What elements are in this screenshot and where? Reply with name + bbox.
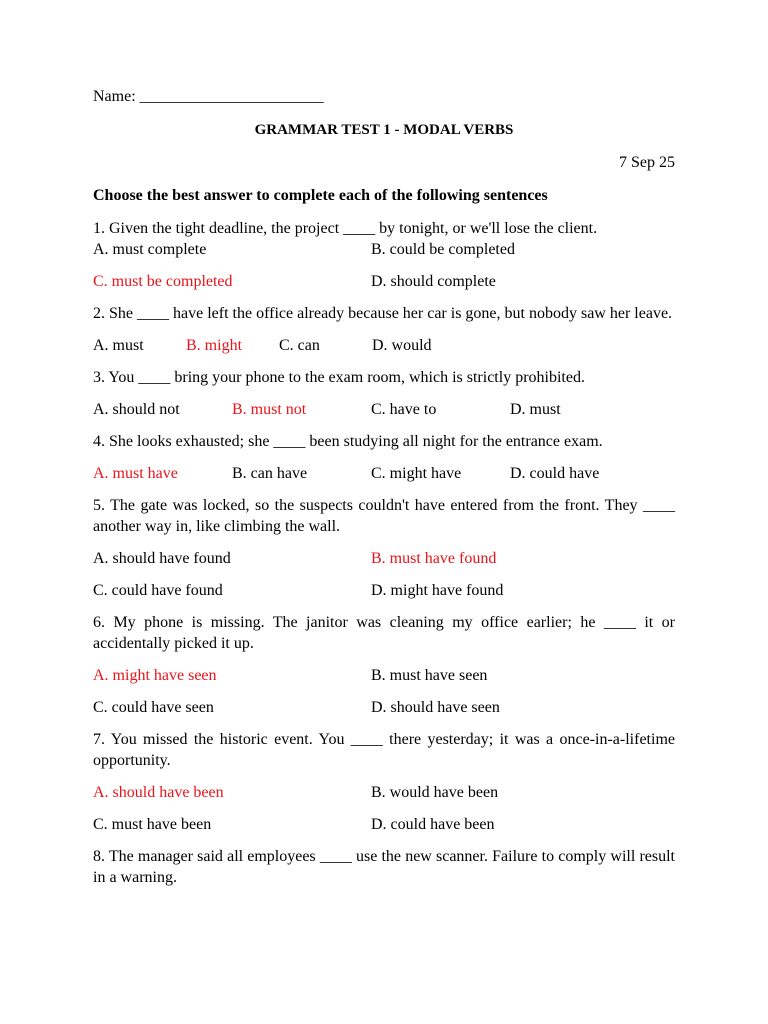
question-5-option-b-correct: B. must have found — [371, 550, 497, 567]
question-5-option-d: D. might have found — [371, 582, 504, 599]
question-3-option-a: A. should not — [93, 401, 180, 418]
question-6-option-a-correct: A. might have seen — [93, 667, 217, 684]
question-2-text: 2. She ____ have left the office already because her car is gone, but nobody saw her leave. — [93, 305, 673, 322]
question-5-option-a: A. should have found — [93, 550, 231, 567]
question-1-option-a: A. must complete — [93, 241, 207, 258]
question-1-options-row-2 — [93, 271, 675, 292]
question-2-option-b-correct: B. might — [186, 337, 243, 354]
question-7-options-row-1 — [93, 782, 675, 803]
question-2-option-c: C. can — [279, 337, 320, 354]
question-5-option-c: C. could have found — [93, 582, 223, 599]
question-5-options-row-1 — [93, 548, 675, 569]
question-7-options-row-2 — [93, 814, 675, 835]
question-7-option-c: C. must have been — [93, 816, 212, 833]
question-6-text: 6. My phone is missing. The janitor was cleaning my office earlier; he ____ it or accidentally picked it up. — [93, 614, 675, 652]
question-1-option-d: D. should complete — [371, 273, 496, 290]
question-1-options-row-1 — [93, 239, 675, 260]
question-7-option-a-correct: A. should have been — [93, 784, 224, 801]
question-4-option-c: C. might have — [371, 465, 462, 482]
question-3-option-d: D. must — [510, 401, 561, 418]
question-2-option-a: A. must — [93, 337, 144, 354]
question-4-option-a-correct: A. must have — [93, 465, 178, 482]
question-7-option-b: B. would have been — [371, 784, 499, 801]
instruction-text: Choose the best answer to complete each of the following sentences — [93, 187, 548, 204]
test-title: GRAMMAR TEST 1 - MODAL VERBS — [254, 122, 514, 138]
question-1-option-c-correct: C. must be completed — [93, 273, 233, 290]
question-5-text: 5. The gate was locked, so the suspects couldn't have entered from the front. They ____ another way in, like climbing the wall. — [93, 497, 675, 535]
question-2-option-d: D. would — [372, 337, 432, 354]
question-5-options-row-2 — [93, 580, 675, 601]
question-7-text: 7. You missed the historic event. You ____ there yesterday; it was a once-in-a-lifetime opportunity. — [93, 731, 675, 769]
question-1-text: 1. Given the tight deadline, the project ____ by tonight, or we'll lose the client. — [93, 220, 598, 237]
question-3-options-row — [93, 399, 675, 420]
question-6-options-row-2 — [93, 697, 675, 718]
question-6-option-d: D. should have seen — [371, 699, 500, 716]
question-4-option-d: D. could have — [510, 465, 600, 482]
test-date: 7 Sep 25 — [619, 154, 675, 171]
question-4-text: 4. She looks exhausted; she ____ been studying all night for the entrance exam. — [93, 433, 603, 450]
question-4-options-row — [93, 463, 675, 484]
question-6-option-c: C. could have seen — [93, 699, 214, 716]
question-2-options-row — [93, 335, 675, 356]
question-3-text: 3. You ____ bring your phone to the exam room, which is strictly prohibited. — [93, 369, 585, 386]
test-page — [93, 86, 675, 899]
question-6-option-b: B. must have seen — [371, 667, 488, 684]
name-field-label: Name: _______________________ — [93, 88, 324, 105]
question-3-option-b-correct: B. must not — [232, 401, 307, 418]
question-7-option-d: D. could have been — [371, 816, 495, 833]
question-3-option-c: C. have to — [371, 401, 437, 418]
question-6-options-row-1 — [93, 665, 675, 686]
question-8-text: 8. The manager said all employees ____ use the new scanner. Failure to comply will result in a warning. — [93, 848, 675, 886]
question-1-option-b: B. could be completed — [371, 241, 515, 258]
question-4-option-b: B. can have — [232, 465, 308, 482]
